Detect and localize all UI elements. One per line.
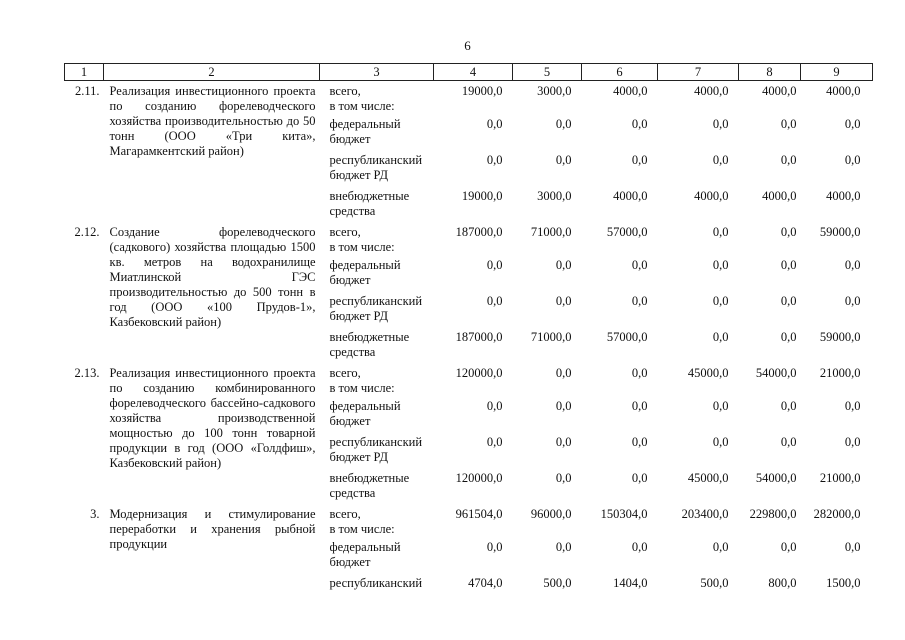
- funding-source-label: внебюджетные: [329, 189, 410, 203]
- funding-source-sublabel: бюджет: [329, 273, 371, 287]
- amount-cell: 0,0: [844, 294, 861, 308]
- item-name: Модернизация и стимулирование переработки и хранения рыбной продукции: [109, 507, 316, 551]
- amount-cell: 45000,0: [687, 471, 729, 485]
- item-name: Реализация инвестиционного проекта по созданию форелеводческого хозяйства производительностью до 50 тонн (ООО «Три кита», Магарамкентский район): [109, 84, 316, 158]
- item-number: 2.13.: [74, 366, 100, 380]
- amount-cell: 71000,0: [530, 330, 572, 344]
- amount-cell: 0,0: [844, 435, 861, 449]
- amount-cell: 150304,0: [600, 507, 648, 521]
- amount-cell: 0,0: [780, 258, 797, 272]
- funding-source: [320, 468, 434, 504]
- amount-cell: 0,0: [555, 399, 572, 413]
- amount-cell: 0,0: [486, 258, 503, 272]
- funding-source-label: всего,: [329, 84, 361, 98]
- amount-cell: 0,0: [780, 117, 797, 131]
- amount-cell: 4000,0: [613, 189, 648, 203]
- funding-source-label: республиканский: [329, 294, 423, 308]
- funding-source-sublabel: бюджет РД: [329, 309, 389, 323]
- amount-cell: 21000,0: [819, 366, 861, 380]
- amount-cell: 21000,0: [819, 471, 861, 485]
- funding-source-label: федеральный: [329, 117, 401, 131]
- item-number: 3.: [90, 507, 100, 521]
- amount-cell: 57000,0: [606, 225, 648, 239]
- header-cell: 1: [65, 64, 104, 81]
- amount-cell: 0,0: [780, 153, 797, 167]
- table-header: [65, 64, 873, 81]
- header-cell: 9: [801, 64, 873, 81]
- amount-cell: 500,0: [700, 576, 729, 590]
- funding-source-sublabel: в том числе:: [329, 381, 395, 395]
- amount-cell: 0,0: [631, 435, 648, 449]
- amount-cell: 0,0: [555, 153, 572, 167]
- amount-cell: 187000,0: [455, 330, 503, 344]
- amount-cell: 120000,0: [455, 471, 503, 485]
- funding-source-label: федеральный: [329, 258, 401, 272]
- amount-cell: 1404,0: [613, 576, 648, 590]
- amount-cell: 0,0: [555, 435, 572, 449]
- funding-source-label: республиканский: [329, 435, 423, 449]
- amount-cell: 0,0: [712, 258, 729, 272]
- funding-source-sublabel: средства: [329, 345, 376, 359]
- funding-source-sublabel: в том числе:: [329, 240, 395, 254]
- amount-cell: 0,0: [555, 117, 572, 131]
- amount-cell: 0,0: [844, 540, 861, 554]
- amount-cell: 4000,0: [762, 189, 797, 203]
- funding-source: [320, 114, 434, 150]
- amount-cell: 0,0: [486, 435, 503, 449]
- amount-cell: 0,0: [631, 471, 648, 485]
- funding-source: [320, 327, 434, 363]
- funding-source-label: внебюджетные: [329, 330, 410, 344]
- amount-cell: 4000,0: [762, 84, 797, 98]
- funding-source: [320, 363, 434, 396]
- item-number: 2.11.: [74, 84, 100, 98]
- funding-source-label: федеральный: [329, 540, 401, 554]
- amount-cell: 59000,0: [819, 225, 861, 239]
- funding-source: [320, 504, 434, 537]
- funding-source-sublabel: бюджет: [329, 414, 371, 428]
- amount-cell: 282000,0: [813, 507, 861, 521]
- funding-source: [320, 222, 434, 255]
- item-number: 2.12.: [74, 225, 100, 239]
- amount-cell: 71000,0: [530, 225, 572, 239]
- header-cell: 2: [104, 64, 320, 81]
- funding-source-sublabel: бюджет РД: [329, 450, 389, 464]
- amount-cell: 0,0: [486, 153, 503, 167]
- amount-cell: 0,0: [844, 258, 861, 272]
- funding-source-sublabel: в том числе:: [329, 99, 395, 113]
- amount-cell: 96000,0: [530, 507, 572, 521]
- amount-cell: 3000,0: [537, 189, 572, 203]
- amount-cell: 0,0: [844, 153, 861, 167]
- funding-source-label: федеральный: [329, 399, 401, 413]
- amount-cell: 0,0: [631, 540, 648, 554]
- funding-source: [320, 186, 434, 222]
- amount-cell: 4704,0: [468, 576, 503, 590]
- funding-source-label: всего,: [329, 225, 361, 239]
- amount-cell: 120000,0: [455, 366, 503, 380]
- amount-cell: 0,0: [780, 294, 797, 308]
- amount-cell: 0,0: [631, 366, 648, 380]
- amount-cell: 0,0: [712, 435, 729, 449]
- amount-cell: 0,0: [555, 258, 572, 272]
- header-cell: 7: [658, 64, 739, 81]
- amount-cell: 0,0: [555, 294, 572, 308]
- amount-cell: 0,0: [631, 153, 648, 167]
- amount-cell: 4000,0: [613, 84, 648, 98]
- funding-source-label: всего,: [329, 507, 361, 521]
- amount-cell: 4000,0: [694, 189, 729, 203]
- amount-cell: 187000,0: [455, 225, 503, 239]
- header-cell: 8: [739, 64, 801, 81]
- program-table: [64, 63, 873, 609]
- amount-cell: 0,0: [712, 225, 729, 239]
- header-cell: 4: [434, 64, 513, 81]
- funding-source-sublabel: бюджет РД: [329, 168, 389, 182]
- amount-cell: 0,0: [486, 540, 503, 554]
- amount-cell: 19000,0: [461, 84, 503, 98]
- funding-source: [320, 150, 434, 186]
- amount-cell: 59000,0: [819, 330, 861, 344]
- amount-cell: 54000,0: [755, 471, 797, 485]
- amount-cell: 45000,0: [687, 366, 729, 380]
- amount-cell: 0,0: [631, 294, 648, 308]
- amount-cell: 0,0: [712, 153, 729, 167]
- funding-source-label: всего,: [329, 366, 361, 380]
- funding-source-sublabel: бюджет: [329, 555, 371, 569]
- amount-cell: 0,0: [780, 399, 797, 413]
- funding-source-label: внебюджетные: [329, 471, 410, 485]
- amount-cell: 0,0: [631, 258, 648, 272]
- amount-cell: 0,0: [631, 399, 648, 413]
- amount-cell: 961504,0: [455, 507, 503, 521]
- amount-cell: 0,0: [780, 330, 797, 344]
- funding-source-label: республиканский: [329, 153, 423, 167]
- funding-source-sublabel: в том числе:: [329, 522, 395, 536]
- funding-source: [320, 396, 434, 432]
- item-name: Реализация инвестиционного проекта по созданию комбинированного форелеводческого бассейно-садкового хозяйства производственной мощностью до 100 тонн товарной продукции в год (ООО «Голдфиш», Казбековский район): [109, 366, 316, 470]
- amount-cell: 0,0: [555, 471, 572, 485]
- page-number: 6: [464, 38, 471, 53]
- amount-cell: 0,0: [780, 540, 797, 554]
- item-name: Создание форелеводческого (садкового) хозяйства площадью 1500 кв. метров на водохранилище Миатлинской ГЭС производительностью до 500 тонн в год (ООО «100 Прудов-1», Казбековский район): [109, 225, 316, 329]
- amount-cell: 203400,0: [681, 507, 729, 521]
- amount-cell: 4000,0: [826, 189, 861, 203]
- funding-source: [320, 537, 434, 573]
- amount-cell: 0,0: [486, 294, 503, 308]
- amount-cell: 0,0: [780, 435, 797, 449]
- amount-cell: 4000,0: [694, 84, 729, 98]
- amount-cell: 0,0: [712, 117, 729, 131]
- amount-cell: 0,0: [712, 399, 729, 413]
- table-row: [65, 81, 873, 115]
- table-body: [65, 81, 873, 610]
- funding-source-sublabel: средства: [329, 204, 376, 218]
- amount-cell: 0,0: [555, 540, 572, 554]
- funding-source-sublabel: средства: [329, 486, 376, 500]
- amount-cell: 0,0: [844, 399, 861, 413]
- amount-cell: 0,0: [712, 540, 729, 554]
- amount-cell: 19000,0: [461, 189, 503, 203]
- amount-cell: 0,0: [844, 117, 861, 131]
- amount-cell: 0,0: [712, 294, 729, 308]
- amount-cell: 0,0: [631, 117, 648, 131]
- header-cell: 6: [582, 64, 658, 81]
- amount-cell: 57000,0: [606, 330, 648, 344]
- amount-cell: 3000,0: [537, 84, 572, 98]
- amount-cell: 0,0: [555, 366, 572, 380]
- amount-cell: 800,0: [768, 576, 797, 590]
- amount-cell: 4000,0: [826, 84, 861, 98]
- funding-source: [320, 81, 434, 115]
- funding-source-label: республиканский: [329, 576, 423, 590]
- funding-source: [320, 291, 434, 327]
- funding-source-sublabel: бюджет: [329, 132, 371, 146]
- funding-source: [320, 255, 434, 291]
- amount-cell: 0,0: [780, 225, 797, 239]
- amount-cell: 0,0: [486, 117, 503, 131]
- funding-source: [320, 573, 434, 609]
- amount-cell: 54000,0: [755, 366, 797, 380]
- table-row: [65, 363, 873, 396]
- amount-cell: 0,0: [486, 399, 503, 413]
- funding-source: [320, 432, 434, 468]
- table-row: [65, 222, 873, 255]
- table-row: [65, 504, 873, 537]
- header-cell: 3: [320, 64, 434, 81]
- amount-cell: 1500,0: [826, 576, 861, 590]
- header-cell: 5: [513, 64, 582, 81]
- amount-cell: 229800,0: [749, 507, 797, 521]
- amount-cell: 500,0: [543, 576, 572, 590]
- amount-cell: 0,0: [712, 330, 729, 344]
